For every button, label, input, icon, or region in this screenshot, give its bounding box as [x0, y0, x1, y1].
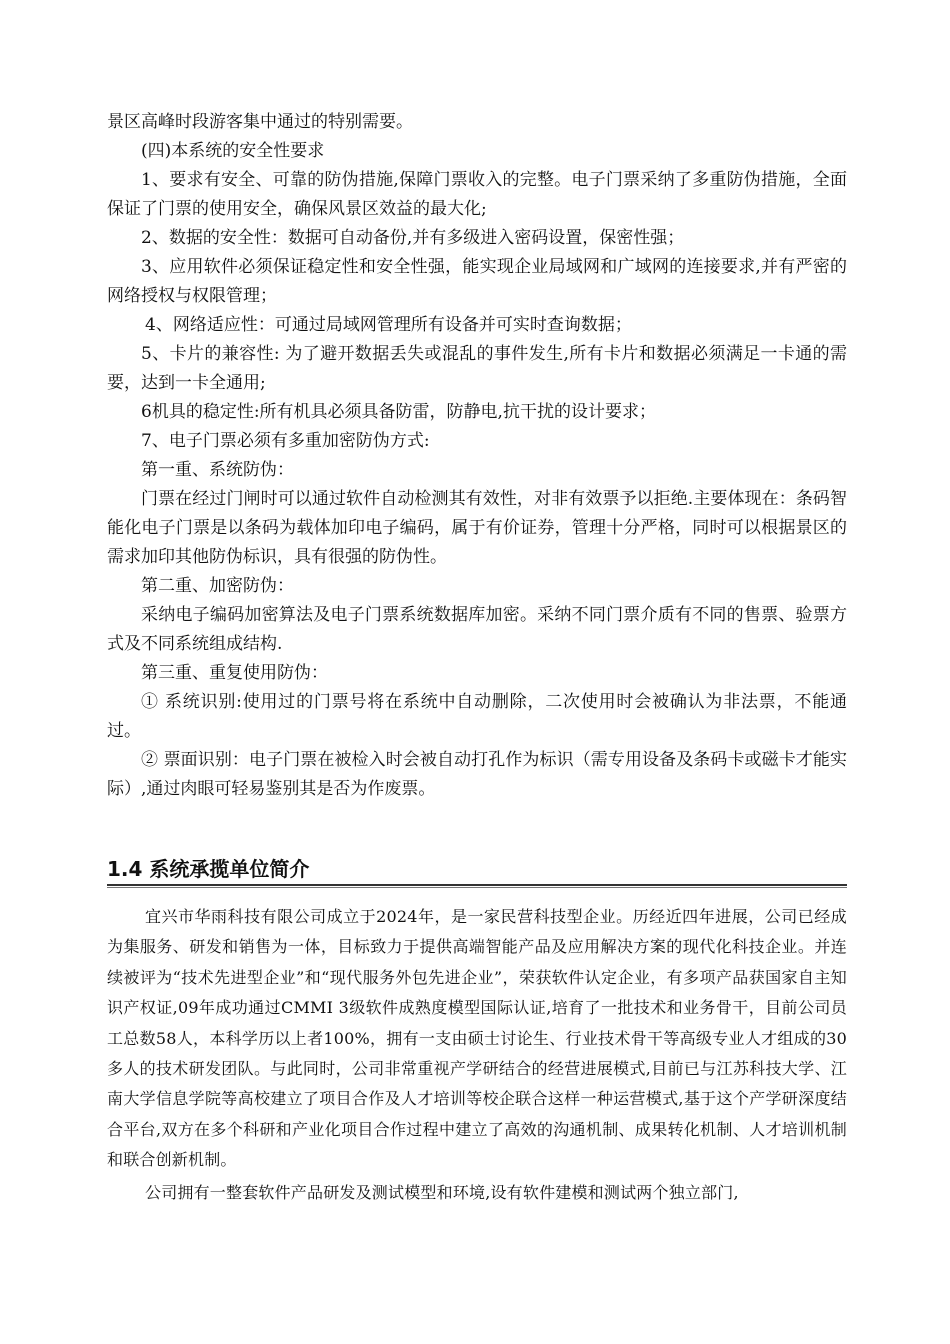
- heading-rule-thin: [107, 887, 847, 888]
- paragraph-item-7: 7、电子门票必须有多重加密防伪方式:: [141, 431, 430, 451]
- paragraph-system-recognition: ① 系统识别:使用过的门票号将在系统中自动删除，二次使用时会被确认为非法票，不能通过。: [107, 692, 847, 741]
- paragraph-ticket-face-recognition: ② 票面识别：电子门票在被检入时会被自动打孔作为标识（需专用设备及条码卡或磁卡才能实际）,通过肉眼可轻易鉴别其是否为作废票。: [107, 750, 847, 799]
- paragraph-company-rd: 公司拥有一整套软件产品研发及测试模型和环境,设有软件建模和测试两个独立部门,: [145, 1183, 739, 1202]
- paragraph-item-1: 1、要求有安全、可靠的防伪措施,保障门票收入的完整。电子门票采纳了多重防伪措施，全面保证了门票的使用安全，确保风景区效益的最大化;: [107, 170, 847, 219]
- paragraph-company-intro: 宜兴市华雨科技有限公司成立于2024年，是一家民营科技型企业。历经近四年进展，公司已经成为集服务、研发和销售为一体，目标致力于提供高端智能产品及应用解决方案的现代化科技企业。并连续被评为“技术先进型企业”和“现代服务外包先进企业”，荣获软件认定企业，有多项产品获国家自主知识产权证,09年成功通过CMMI 3级软件成熟度模型国际认证,培育了一批技术和业务骨干，目前公司员工总数58人，本科学历以上者100%，拥有一支由硕士讨论生、行业技术骨干等高级专业人才组成的30多人的技术研发团队。与此同时，公司非常重视产学研结合的经营进展模式,目前已与江苏科技大学、江南大学信息学院等高校建立了项目合作及人才培训等校企联合这样一种运营模式,基于这个产学研深度结合平台,双方在多个科研和产业化项目合作过程中建立了高效的沟通机制、成果转化机制、人才培训机制和联合创新机制。: [107, 907, 847, 1170]
- paragraph-scenic-peak: 景区高峰时段游客集中通过的特别需要。: [107, 112, 413, 132]
- paragraph-item-4: 4、网络适应性：可通过局域网管理所有设备并可实时查询数据；: [145, 315, 632, 335]
- paragraph-item-3: 3、应用软件必须保证稳定性和安全性强，能实现企业局域网和广域网的连接要求,并有严密的网络授权与权限管理；: [107, 257, 847, 306]
- paragraph-item-2: 2、数据的安全性：数据可自动备份,并有多级进入密码设置，保密性强；: [141, 228, 685, 248]
- paragraph-layer-2-body: 采纳电子编码加密算法及电子门票系统数据库加密。采纳不同门票介质有不同的售票、验票方式及不同系统组成结构.: [107, 605, 847, 654]
- paragraph-item-5: 5、卡片的兼容性: 为了避开数据丢失或混乱的事件发生,所有卡片和数据必须满足一卡通的需要，达到一卡全通用;: [107, 344, 847, 393]
- paragraph-layer-1-body: 门票在经过门闸时可以通过软件自动检测其有效性，对非有效票予以拒绝.主要体现在：条码智能化电子门票是以条码为载体加印电子编码，属于有价证券，管理十分严格，同时可以根据景区的需求加印其他防伪标识，具有很强的防伪性。: [107, 489, 847, 567]
- section-heading: 1.4 系统承揽单位简介: [107, 857, 310, 881]
- paragraph-layer-1-title: 第一重、系统防伪：: [141, 460, 294, 480]
- paragraph-layer-3-title: 第三重、重复使用防伪：: [141, 663, 328, 683]
- paragraph-item-6: 6机具的稳定性:所有机具必须具备防雷，防静电,抗干扰的设计要求；: [141, 402, 656, 422]
- paragraph-security-title: (四)本系统的安全性要求: [141, 141, 325, 161]
- paragraph-layer-2-title: 第二重、加密防伪：: [141, 576, 294, 596]
- heading-rule: [107, 884, 847, 886]
